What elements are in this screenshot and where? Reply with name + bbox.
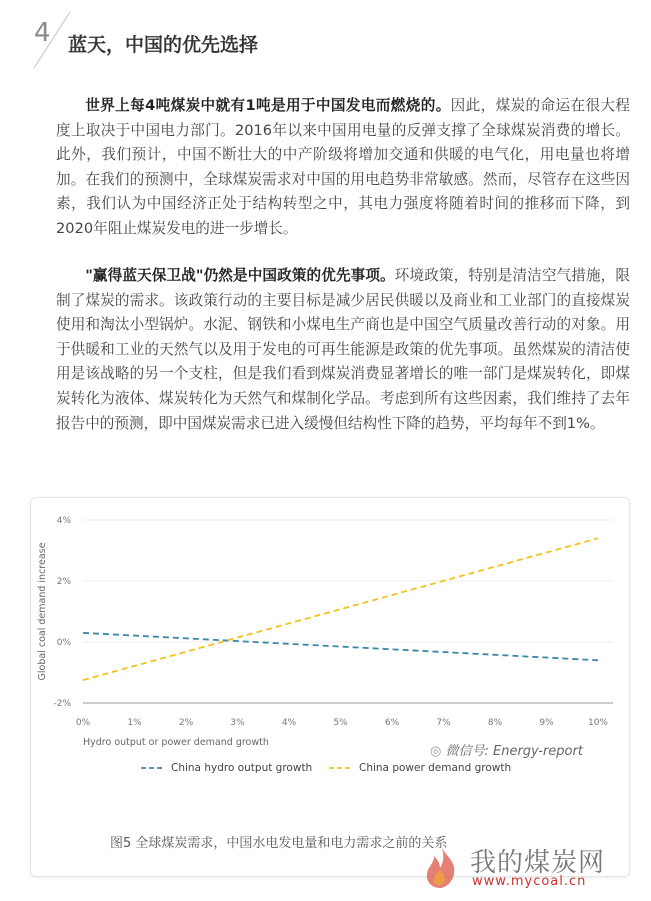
x-tick-label: 3% bbox=[230, 718, 245, 728]
section-header bbox=[0, 0, 651, 80]
paragraph-1 bbox=[56, 94, 630, 242]
paragraph-1-lead: 世界上每4吨煤炭中就有1吨是用于中国发电而燃烧的。 bbox=[85, 97, 451, 114]
x-tick-label: 2% bbox=[178, 718, 194, 728]
x-tick-label: 1% bbox=[127, 718, 142, 728]
x-axis-title: Hydro output or power demand growth bbox=[83, 737, 269, 748]
series-line-hydro bbox=[83, 633, 598, 660]
x-tick-label: 4% bbox=[281, 718, 297, 728]
x-tick-label: 0% bbox=[75, 718, 91, 728]
series-line-power bbox=[83, 538, 598, 680]
legend-label: China power demand growth bbox=[359, 762, 512, 774]
x-tick-label: 7% bbox=[436, 718, 451, 728]
site-url: www.mycoal.cn bbox=[472, 874, 587, 889]
x-tick-label: 10% bbox=[587, 718, 609, 728]
paragraph-2-body: 环境政策，特别是清洁空气措施，限制了煤炭的需求。该政策行动的主要目标是减少居民供暖以及商业和工业部门的直接煤炭使用和淘汰小型锅炉。水泥、钢铁和小煤电生产商也是中国空气质量改善行动的对象。用于供暖和工业的天然气以及用于发电的可再生能源是政策的优先事项。虽然煤炭的清洁使用是该战略的另一个支柱，但是我们看到煤炭消费显著增长的唯一部门是煤炭转化，即煤炭转化为液体、煤炭转化为天然气和煤制化学品。考虑到所有这些因素，我们维持了去年报告中的预测，即中国煤炭需求已进入缓慢但结构性下降的趋势，平均每年不到1%。 bbox=[56, 267, 630, 432]
y-axis-title: Global coal demand increase bbox=[37, 542, 48, 681]
wechat-watermark-text: 微信号: Energy-report bbox=[445, 744, 583, 759]
site-watermark bbox=[418, 844, 638, 894]
section-title: 蓝天，中国的优先选择 bbox=[68, 34, 259, 56]
y-tick-label: -2% bbox=[53, 699, 71, 709]
line-chart bbox=[31, 498, 629, 876]
y-tick-label: 2% bbox=[56, 577, 71, 587]
figure-caption: 图5 全球煤炭需求，中国水电发电量和电力需求之前的关系 bbox=[110, 836, 448, 851]
chart-card bbox=[30, 497, 630, 877]
y-tick-label: 0% bbox=[56, 638, 71, 648]
site-name: 我的煤炭网 bbox=[470, 848, 606, 878]
section-number: 4 bbox=[34, 18, 51, 48]
paragraph-2 bbox=[56, 264, 630, 436]
paragraph-2-lead: "赢得蓝天保卫战"仍然是中国政策的优先事项。 bbox=[85, 267, 395, 284]
x-tick-label: 8% bbox=[487, 718, 503, 728]
wechat-icon: ◎ bbox=[430, 744, 442, 759]
x-tick-label: 6% bbox=[384, 718, 400, 728]
x-tick-label: 9% bbox=[539, 718, 554, 728]
x-tick-label: 5% bbox=[333, 718, 348, 728]
flame-logo-icon bbox=[418, 844, 466, 892]
wechat-watermark bbox=[430, 740, 583, 759]
legend-label: China hydro output growth bbox=[171, 762, 313, 774]
y-tick-label: 4% bbox=[56, 516, 71, 526]
paragraph-1-body: 因此，煤炭的命运在很大程度上取决于中国电力部门。2016年以来中国用电量的反弹支撑了全球煤炭消费的增长。此外，我们预计，中国不断壮大的中产阶级将增加交通和供暖的电气化，用电量也将增加。在我们的预测中，全球煤炭需求对中国的用电趋势非常敏感。然而，尽管存在这些因素，我们认为中国经济正处于结构转型之中，其电力强度将随着时间的推移而下降，到2020年阻止煤炭发电的进一步增长。 bbox=[56, 97, 630, 237]
